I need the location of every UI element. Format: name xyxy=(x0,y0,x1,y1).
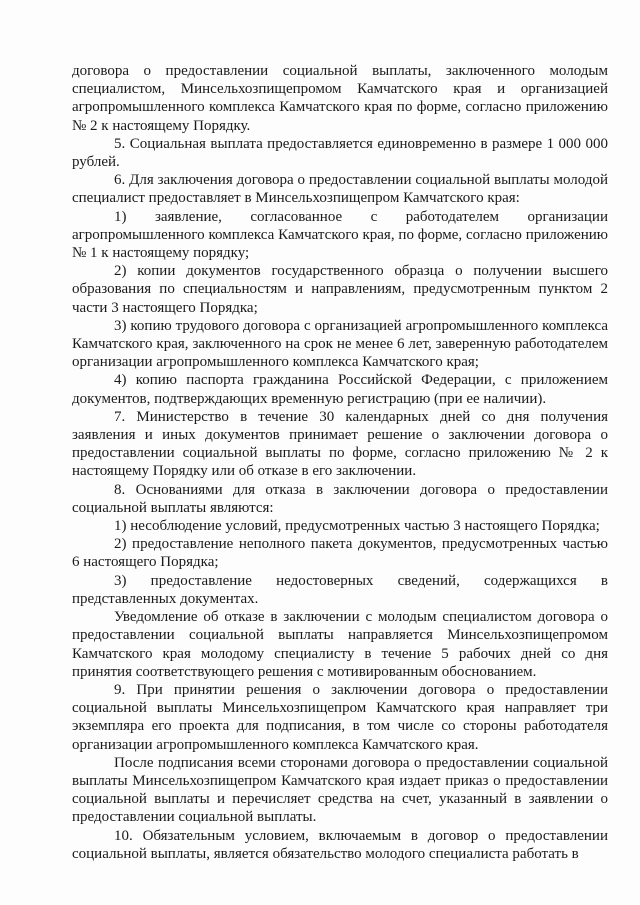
paragraph-item-8-1: 1) несоблюдение условий, предусмотренных частью 3 настоящего Порядка; xyxy=(114,518,600,535)
paragraph-item-6-2: 2) копии документов государственного образца о получении высшего образования по специальностям и направлениям, предусмотренным пунктом 2 части 3 настоящего Порядка; xyxy=(72,263,608,316)
paragraph-item-8: 8. Основаниями для отказа в заключении договора о предоставлении социальной выплаты являются: xyxy=(72,481,608,516)
paragraph-item-5: 5. Социальная выплата предоставляется единовременно в размере 1 000 000 рублей. xyxy=(72,135,608,171)
paragraph-refusal-notice: Уведомление об отказе в заключении с молодым специалистом договора о предоставлении социальной выплаты направляется Минсельхозпищепромом Камчатского края молодому специалисту в течение 5 рабочих дней со дня принятия соответствующего решения с мотивированным обоснованием. xyxy=(72,609,608,680)
paragraph-item-8-2: 2) предоставление неполного пакета документов, предусмотренных частью 6 настоящего Порядка; xyxy=(72,536,608,571)
paragraph-item-10: 10. Обязательным условием, включаемым в договор о предоставлении социальной выплаты, является обязательство молодого специалиста работать в xyxy=(72,827,608,862)
paragraph-item-6-3: 3) копию трудового договора с организацией агропромышленного комплекса Камчатского края, заключенного на срок не менее 6 лет, заверенную работодателем организации агропромышленного комплекса Камчатского края; xyxy=(72,317,608,371)
paragraph-item-6-1: 1) заявление, согласованное с работодателем организации агропромышленного комплекса Камчатского края, по форме, согласно приложению № 1 к настоящему порядку; xyxy=(72,208,608,262)
paragraph-item-6: 6. Для заключения договора о предоставлении социальной выплаты молодой специалист предоставляет в Минсельхозпищепром Камчатского края: xyxy=(72,172,608,207)
paragraph-continuation: договора о предоставлении социальной выплаты, заключенного молодым специалистом, Минсельхозпищепромом Камчатского края и организацией агропромышленного комплекса Камчатского края по форме, согласно приложению № 2 к настоящему Порядку. xyxy=(72,63,608,134)
paragraph-item-6-4: 4) копию паспорта гражданина Российской Федерации, с приложением документов, подтверждающих временную регистрацию (при ее наличии). xyxy=(72,372,608,407)
paragraph-item-9: 9. При принятии решения о заключении договора о предоставлении социальной выплаты Минсельхозпищепром Камчатского края направляет три экземпляра его проекта для подписания, в том числе со стороны работодателя организации агропромышленного комплекса Камчатского края. xyxy=(72,681,608,753)
document-body xyxy=(72,62,608,863)
paragraph-item-7: 7. Министерство в течение 30 календарных дней со дня получения заявления и иных документов принимает решение о заключении договора о предоставлении социальной выплаты по форме, согласно приложению № 2 к настоящему Порядку или об отказе в его заключении. xyxy=(72,408,608,480)
paragraph-item-8-3: 3) предоставление недостоверных сведений, содержащихся в представленных документах. xyxy=(72,572,608,607)
paragraph-after-signing: После подписания всеми сторонами договора о предоставлении социальной выплаты Минсельхозпищепром Камчатского края издает приказ о предоставлении социальной выплаты и перечисляет средства на счет, указанный в заявлении о предоставлении социальной выплаты. xyxy=(72,754,608,826)
